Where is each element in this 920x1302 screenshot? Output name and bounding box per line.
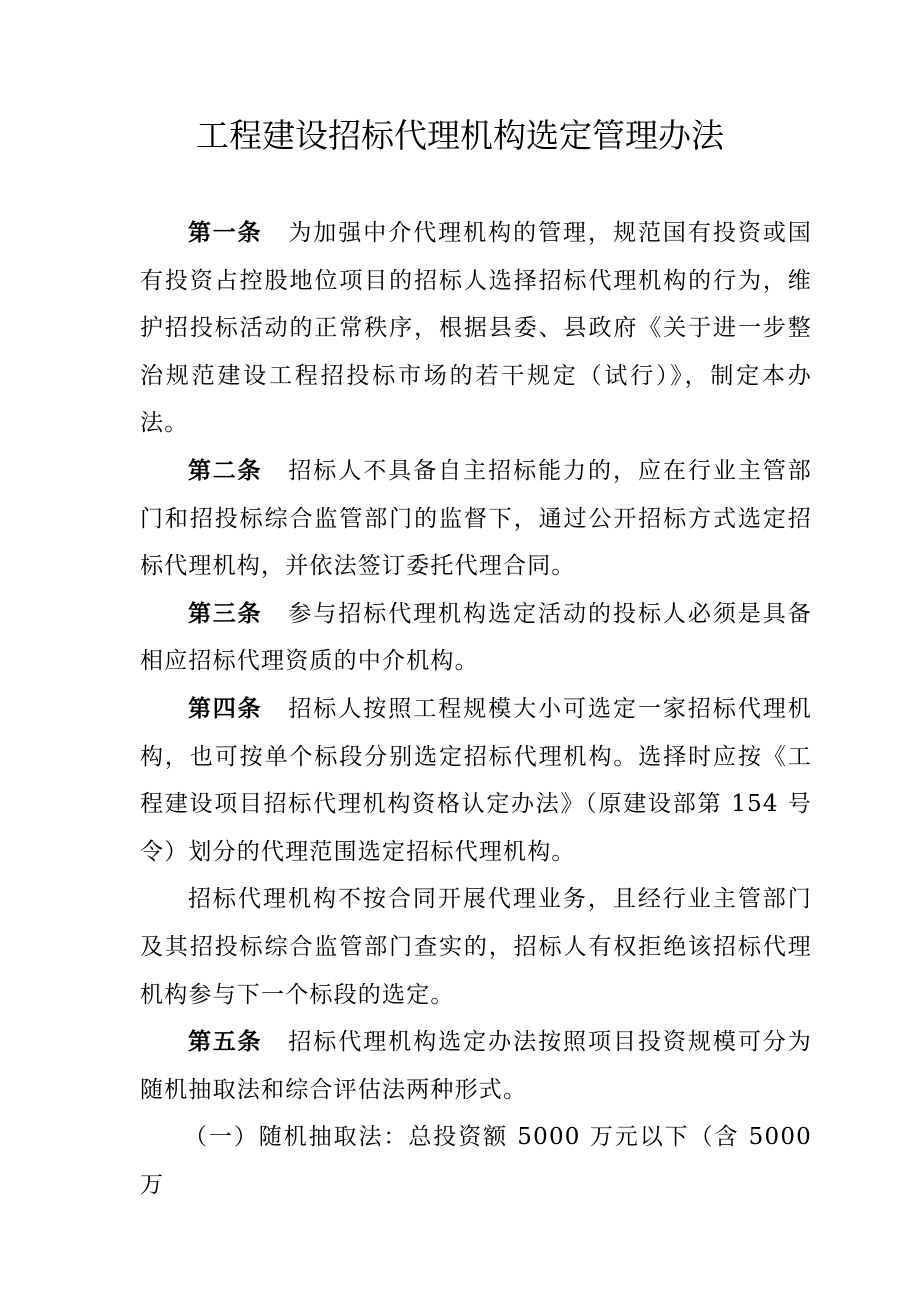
document-body (140, 210, 812, 1209)
article-4-paragraph-2: 招标代理机构不按合同开展代理业务，且经行业主管部门及其招投标综合监管部门查实的，招标人有权拒绝该招标代理机构参与下一个标段的选定。 (140, 886, 812, 1008)
article-3 (140, 591, 812, 686)
article-5-label: 第五条 (188, 1029, 263, 1056)
article-3-text: 参与招标代理机构选定活动的投标人必须是具备相应招标代理资质的中介机构。 (140, 600, 813, 675)
article-5 (140, 1019, 812, 1114)
article-4-text: 招标人按照工程规模大小可选定一家招标代理机构，也可按单个标段分别选定招标代理机构。选择时应按《工程建设项目招标代理机构资格认定办法》（原建设部第 154 号令）划分的代理范围选定招标代理机构。 (140, 695, 813, 865)
article-5-text: 招标代理机构选定办法按照项目投资规模可分为随机抽取法和综合评估法两种形式。 (140, 1029, 813, 1103)
article-2-text: 招标人不具备自主招标能力的，应在行业主管部门和招投标综合监管部门的监督下，通过公开招标方式选定招标代理机构，并依法签订委托代理合同。 (140, 457, 813, 580)
article-5-item-1: （一）随机抽取法：总投资额 5000 万元以下（含 5000 万 (140, 1124, 812, 1198)
document-title: 工程建设招标代理机构选定管理办法 (196, 116, 724, 155)
article-1-label: 第一条 (188, 220, 263, 246)
article-1-text: 为加强中介代理机构的管理，规范国有投资或国有投资占控股地位项目的招标人选择招标代理机构的行为，维护招投标活动的正常秩序，根据县委、县政府《关于进一步整治规范建设工程招投标市场的若干规定（试行）》，制定本办法。 (140, 220, 813, 437)
article-4-label: 第四条 (188, 695, 263, 722)
article-2-label: 第二条 (188, 457, 263, 484)
article-1 (140, 210, 812, 448)
article-2 (140, 448, 812, 591)
article-3-label: 第三条 (188, 600, 263, 627)
article-4 (140, 686, 812, 876)
